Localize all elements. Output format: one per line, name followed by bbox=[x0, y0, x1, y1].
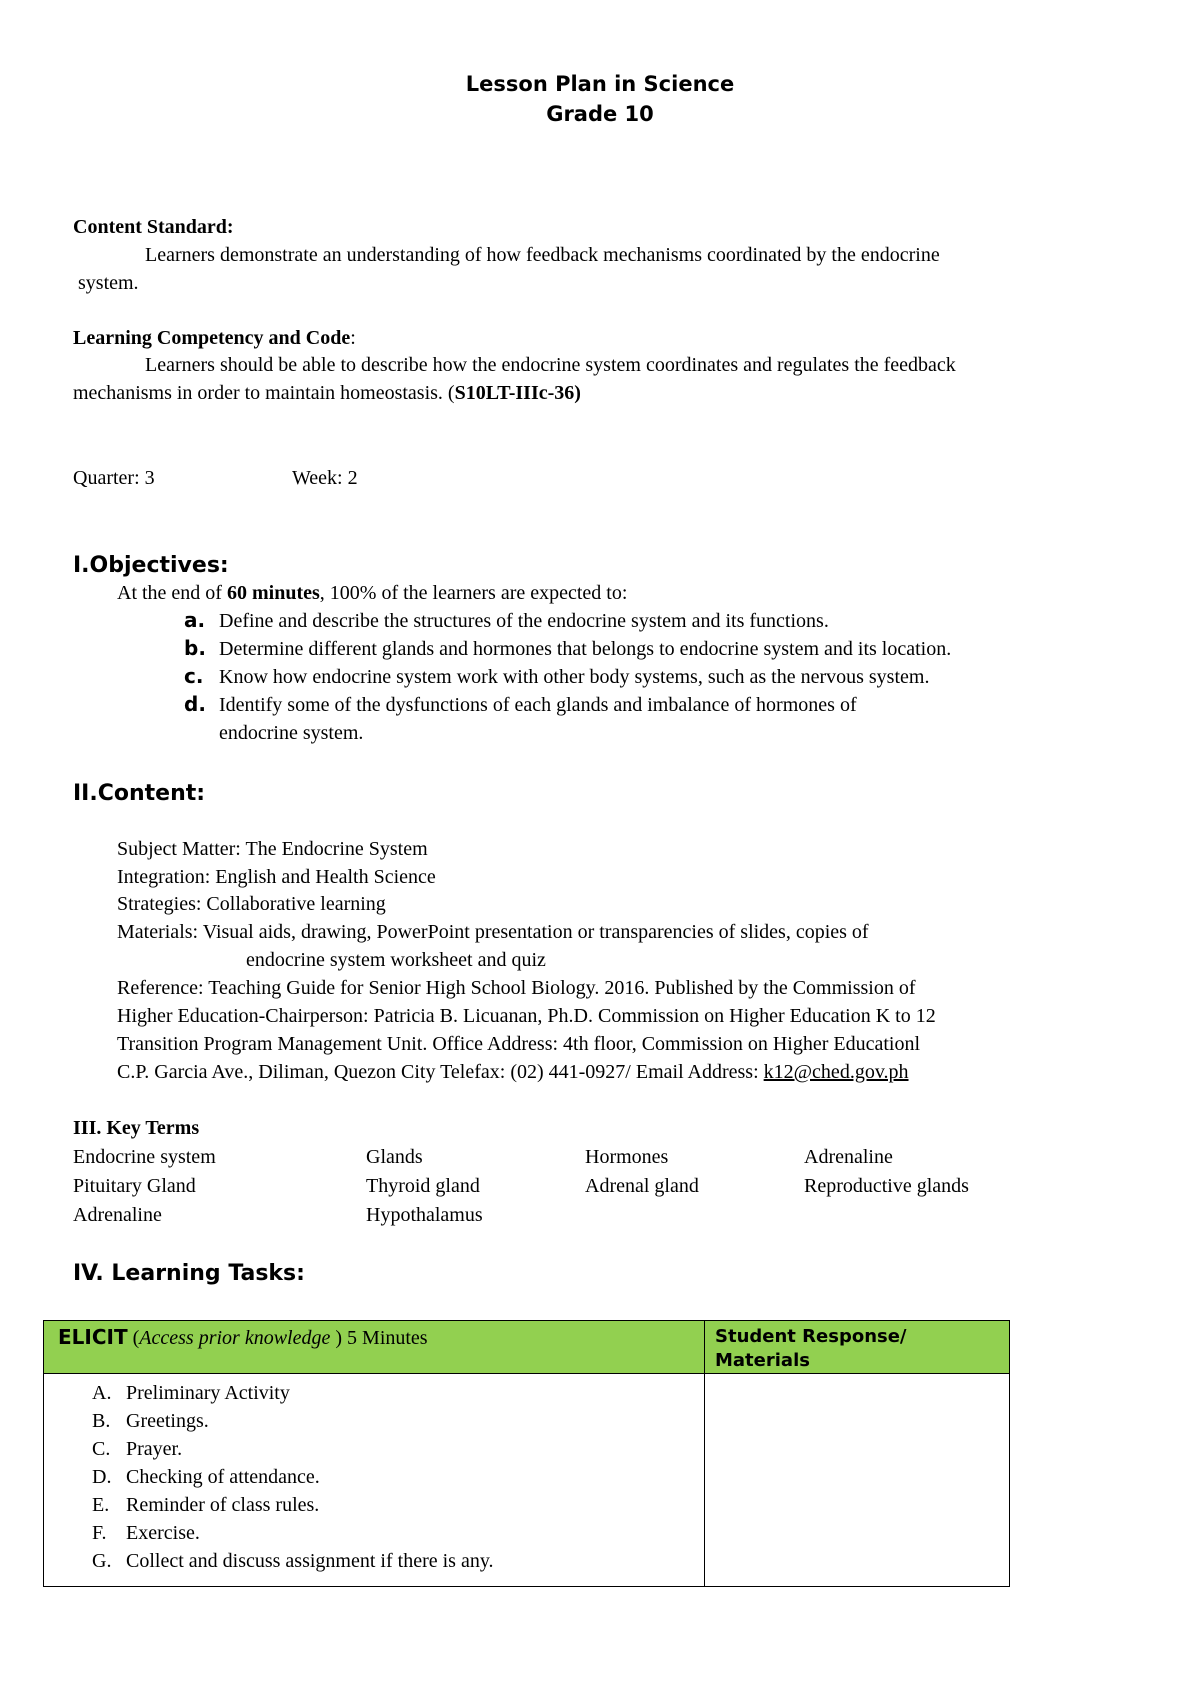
elicit-description: Access prior knowledge bbox=[139, 1327, 336, 1349]
quarter-label: Quarter: 3 bbox=[73, 467, 155, 489]
elicit-title: ELICIT (Access prior knowledge ) 5 Minutes bbox=[58, 1325, 428, 1349]
competency-label: Learning Competency and Code bbox=[73, 327, 351, 349]
response-cell bbox=[705, 1374, 1010, 1587]
list-letter: B. bbox=[92, 1410, 111, 1432]
list-letter: E. bbox=[92, 1494, 110, 1516]
key-term: Adrenal gland bbox=[585, 1175, 699, 1197]
objective-c-text: Know how endocrine system work with other body systems, such as the nervous system. bbox=[219, 666, 930, 688]
email-link[interactable]: k12@ched.gov.ph bbox=[763, 1061, 909, 1083]
grade-label: Grade 10 bbox=[546, 102, 654, 126]
reference-line4 bbox=[117, 1061, 909, 1084]
strategies: Strategies: Collaborative learning bbox=[117, 893, 386, 915]
content-heading: II.Content: bbox=[73, 781, 206, 806]
key-term: Adrenaline bbox=[804, 1146, 893, 1168]
objectives-intro-post: , 100% of the learners are expected to: bbox=[319, 582, 628, 604]
week-label: Week: 2 bbox=[292, 467, 358, 489]
competency-line1: Learners should be able to describe how the endocrine system coordinates and regulates the feedback bbox=[145, 354, 956, 376]
reference-line4-text: C.P. Garcia Ave., Diliman, Quezon City Telefax: (02) 441-0927/ Email Address: bbox=[117, 1061, 764, 1083]
competency-line2-row bbox=[73, 382, 581, 405]
document-title: Lesson Plan in Science bbox=[465, 72, 735, 96]
list-text: Checking of attendance. bbox=[126, 1466, 320, 1488]
competency-label-row bbox=[73, 327, 356, 350]
objective-b-text: Determine different glands and hormones that belongs to endocrine system and its location. bbox=[219, 638, 952, 660]
materials-line2: endocrine system worksheet and quiz bbox=[246, 949, 546, 971]
list-text: Exercise. bbox=[126, 1522, 200, 1544]
key-term: Adrenaline bbox=[73, 1204, 162, 1226]
key-term: Reproductive glands bbox=[804, 1175, 969, 1197]
list-item bbox=[92, 1380, 704, 1408]
competency-code: S10LT-IIIc-36) bbox=[454, 382, 581, 404]
objective-a-text: Define and describe the structures of the endocrine system and its functions. bbox=[219, 610, 829, 632]
reference-line3: Transition Program Management Unit. Office Address: 4th floor, Commission on Higher Educationl bbox=[117, 1033, 920, 1055]
list-text: Greetings. bbox=[126, 1410, 209, 1432]
list-item bbox=[92, 1408, 704, 1436]
objective-d-text-cont: endocrine system. bbox=[219, 722, 364, 744]
subject-matter: Subject Matter: The Endocrine System bbox=[117, 838, 428, 860]
list-text: Prayer. bbox=[126, 1438, 183, 1460]
list-text: Collect and discuss assignment if there is any. bbox=[126, 1550, 494, 1572]
objectives-intro bbox=[117, 582, 627, 605]
list-item bbox=[92, 1436, 704, 1464]
objective-d-text: Identify some of the dysfunctions of each glands and imbalance of hormones of bbox=[219, 694, 857, 716]
objective-b-letter: b. bbox=[184, 636, 206, 660]
learning-tasks-heading bbox=[73, 1261, 305, 1286]
list-letter: F. bbox=[92, 1522, 107, 1544]
learning-tasks-title: Learning Tasks: bbox=[111, 1261, 305, 1286]
competency-colon: : bbox=[350, 327, 356, 349]
response-header: Student Response/ Materials bbox=[715, 1326, 907, 1371]
list-item bbox=[92, 1464, 704, 1492]
competency-line2: mechanisms in order to maintain homeostasis. ( bbox=[73, 382, 455, 404]
objectives-duration: 60 minutes bbox=[226, 582, 320, 604]
objective-d-letter: d. bbox=[184, 692, 206, 716]
activity-list bbox=[44, 1374, 704, 1586]
elicit-label: ELICIT bbox=[58, 1325, 128, 1349]
content-standard-line1: Learners demonstrate an understanding of how feedback mechanisms coordinated by the endocrine bbox=[145, 244, 940, 266]
materials-line1: Materials: Visual aids, drawing, PowerPoint presentation or transparencies of slides, copies of bbox=[117, 921, 869, 943]
objective-c-letter: c. bbox=[184, 664, 204, 688]
objectives-heading: I.Objectives: bbox=[73, 553, 229, 578]
objectives-intro-pre: At the end of bbox=[117, 582, 227, 604]
integration: Integration: English and Health Science bbox=[117, 866, 436, 888]
key-term: Thyroid gland bbox=[366, 1175, 480, 1197]
key-term: Endocrine system bbox=[73, 1146, 216, 1168]
activities-cell bbox=[44, 1374, 705, 1587]
key-term: Hormones bbox=[585, 1146, 669, 1168]
list-text: Preliminary Activity bbox=[126, 1382, 290, 1404]
key-term: Hypothalamus bbox=[366, 1204, 483, 1226]
content-standard-label: Content Standard: bbox=[73, 216, 234, 238]
reference-line1: Reference: Teaching Guide for Senior High School Biology. 2016. Published by the Commission of bbox=[117, 977, 916, 999]
table-header-row bbox=[44, 1321, 1010, 1374]
list-letter: G. bbox=[92, 1550, 112, 1572]
key-term: Glands bbox=[366, 1146, 423, 1168]
list-text: Reminder of class rules. bbox=[126, 1494, 320, 1516]
objective-a-letter: a. bbox=[184, 608, 206, 632]
list-letter: C. bbox=[92, 1438, 111, 1460]
elicit-time: 5 Minutes bbox=[347, 1327, 428, 1349]
list-letter: D. bbox=[92, 1466, 112, 1488]
key-term: Pituitary Gland bbox=[73, 1175, 196, 1197]
table-row bbox=[44, 1374, 1010, 1587]
list-letter: A. bbox=[92, 1382, 112, 1404]
reference-line2: Higher Education-Chairperson: Patricia B. Licuanan, Ph.D. Commission on Higher Education K to 12 bbox=[117, 1005, 936, 1027]
key-terms-heading: III. Key Terms bbox=[73, 1117, 200, 1139]
content-standard-line2: system. bbox=[78, 272, 139, 294]
elicit-header-cell bbox=[44, 1321, 705, 1374]
learning-tasks-number: IV. bbox=[73, 1261, 104, 1286]
list-item bbox=[92, 1492, 704, 1520]
list-item bbox=[92, 1520, 704, 1548]
list-item bbox=[92, 1548, 704, 1576]
learning-tasks-table bbox=[43, 1320, 1010, 1587]
response-header-cell bbox=[705, 1321, 1010, 1374]
